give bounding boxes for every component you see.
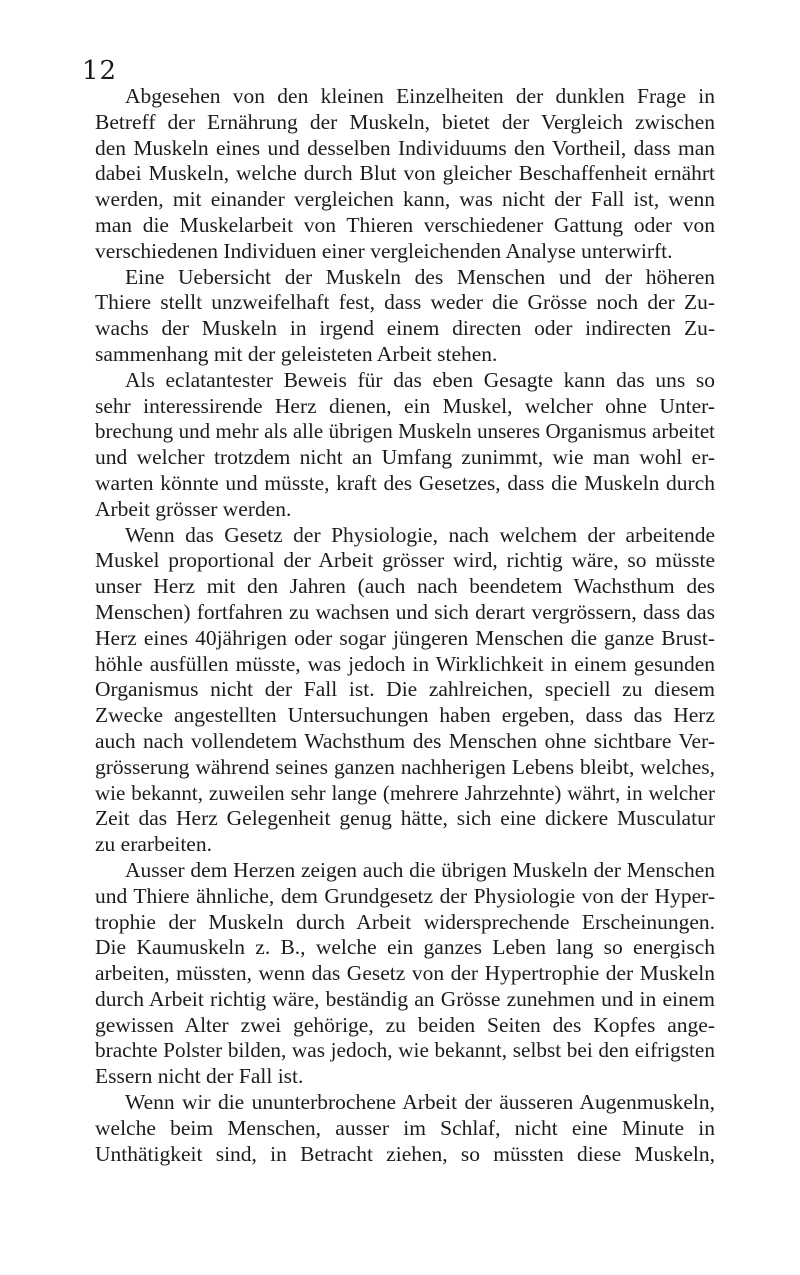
text-line: arbeiten, müssten, wenn das Gesetz von der Hypertrophie der Muskeln	[95, 961, 715, 986]
text-line: wachs der Muskeln in irgend einem directen oder indirecten Zu-	[95, 316, 715, 341]
text-line: Essern nicht der Fall ist.	[95, 1064, 304, 1089]
text-line: welche beim Menschen, ausser im Schlaf, nicht eine Minute in	[95, 1115, 715, 1140]
text-line: durch Arbeit richtig wäre, beständig an Grösse zunehmen und in einem	[95, 986, 715, 1011]
text-line: werden, mit einander vergleichen kann, was nicht der Fall ist, wenn	[95, 187, 715, 212]
text-line: zu erarbeiten.	[95, 832, 212, 857]
text-line: Ausser dem Herzen zeigen auch die übrigen Muskeln der Menschen	[125, 857, 715, 882]
text-line: Unthätigkeit sind, in Betracht ziehen, so müssten diese Muskeln,	[95, 1141, 715, 1166]
text-line: Als eclatantester Beweis für das eben Gesagte kann das uns so	[125, 367, 715, 392]
text-line: höhle ausfüllen müsste, was jedoch in Wirklichkeit in einem gesunden	[95, 651, 715, 676]
text-line: grösserung während seines ganzen nachherigen Lebens bleibt, welches,	[95, 754, 715, 779]
text-line: sammenhang mit der geleisteten Arbeit stehen.	[95, 341, 498, 366]
text-line: Arbeit grösser werden.	[95, 496, 292, 521]
text-line: Wenn das Gesetz der Physiologie, nach welchem der arbeitende	[125, 522, 715, 547]
text-line: Eine Uebersicht der Muskeln des Menschen und der höheren	[125, 264, 715, 289]
body-text	[95, 84, 715, 1167]
text-line: Abgesehen von den kleinen Einzelheiten der dunklen Frage in	[125, 84, 715, 108]
text-line: sehr interessirende Herz dienen, ein Muskel, welcher ohne Unter-	[95, 393, 715, 418]
page-number: 12	[82, 56, 118, 86]
text-line: und Thiere ähnliche, dem Grundgesetz der Physiologie von der Hyper-	[95, 883, 715, 908]
text-line: warten könnte und müsste, kraft des Gesetzes, dass die Muskeln durch	[95, 470, 715, 495]
text-line: dabei Muskeln, welche durch Blut von gleicher Beschaffenheit ernährt	[95, 161, 715, 186]
text-line: brachte Polster bilden, was jedoch, wie bekannt, selbst bei den eifrigsten	[95, 1038, 715, 1063]
text-line: Muskel proportional der Arbeit grösser wird, richtig wäre, so müsste	[95, 548, 715, 573]
text-line: man die Muskelarbeit von Thieren verschiedener Gattung oder von	[95, 212, 715, 237]
text-line: Betreff der Ernährung der Muskeln, bietet der Vergleich zwischen	[95, 109, 715, 134]
text-line: Herz eines 40jährigen oder sogar jüngeren Menschen die ganze Brust-	[95, 625, 715, 650]
text-line: Die Kaumuskeln z. B., welche ein ganzes Leben lang so energisch	[95, 935, 715, 960]
text-line: den Muskeln eines und desselben Individuums den Vortheil, dass man	[95, 135, 715, 160]
text-line: Menschen) fortfahren zu wachsen und sich derart vergrössern, dass das	[95, 599, 715, 624]
text-line: auch nach vollendetem Wachsthum des Menschen ohne sichtbare Ver-	[95, 728, 715, 753]
text-line: Zeit das Herz Gelegenheit genug hätte, sich eine dickere Musculatur	[95, 806, 715, 831]
text-line: Organismus nicht der Fall ist. Die zahlreichen, speciell zu diesem	[95, 677, 715, 702]
text-line: trophie der Muskeln durch Arbeit widersprechende Erscheinungen.	[95, 909, 715, 934]
text-line: wie bekannt, zuweilen sehr lange (mehrere Jahrzehnte) währt, in welcher	[95, 780, 715, 805]
text-line: und welcher trotzdem nicht an Umfang zunimmt, wie man wohl er-	[95, 445, 715, 470]
text-line: unser Herz mit den Jahren (auch nach beendetem Wachsthum des	[95, 574, 715, 599]
text-line: verschiedenen Individuen einer vergleichenden Analyse unterwirft.	[95, 238, 673, 263]
text-line: Zwecke angestellten Untersuchungen haben ergeben, dass das Herz	[95, 703, 715, 728]
text-line: Wenn wir die ununterbrochene Arbeit der äusseren Augenmuskeln,	[125, 1090, 715, 1115]
text-line: gewissen Alter zwei gehörige, zu beiden Seiten des Kopfes ange-	[95, 1012, 715, 1037]
text-line: brechung und mehr als alle übrigen Muskeln unseres Organismus arbeitet	[95, 419, 715, 444]
text-line: Thiere stellt unzweifelhaft fest, dass weder die Grösse noch der Zu-	[95, 290, 715, 315]
